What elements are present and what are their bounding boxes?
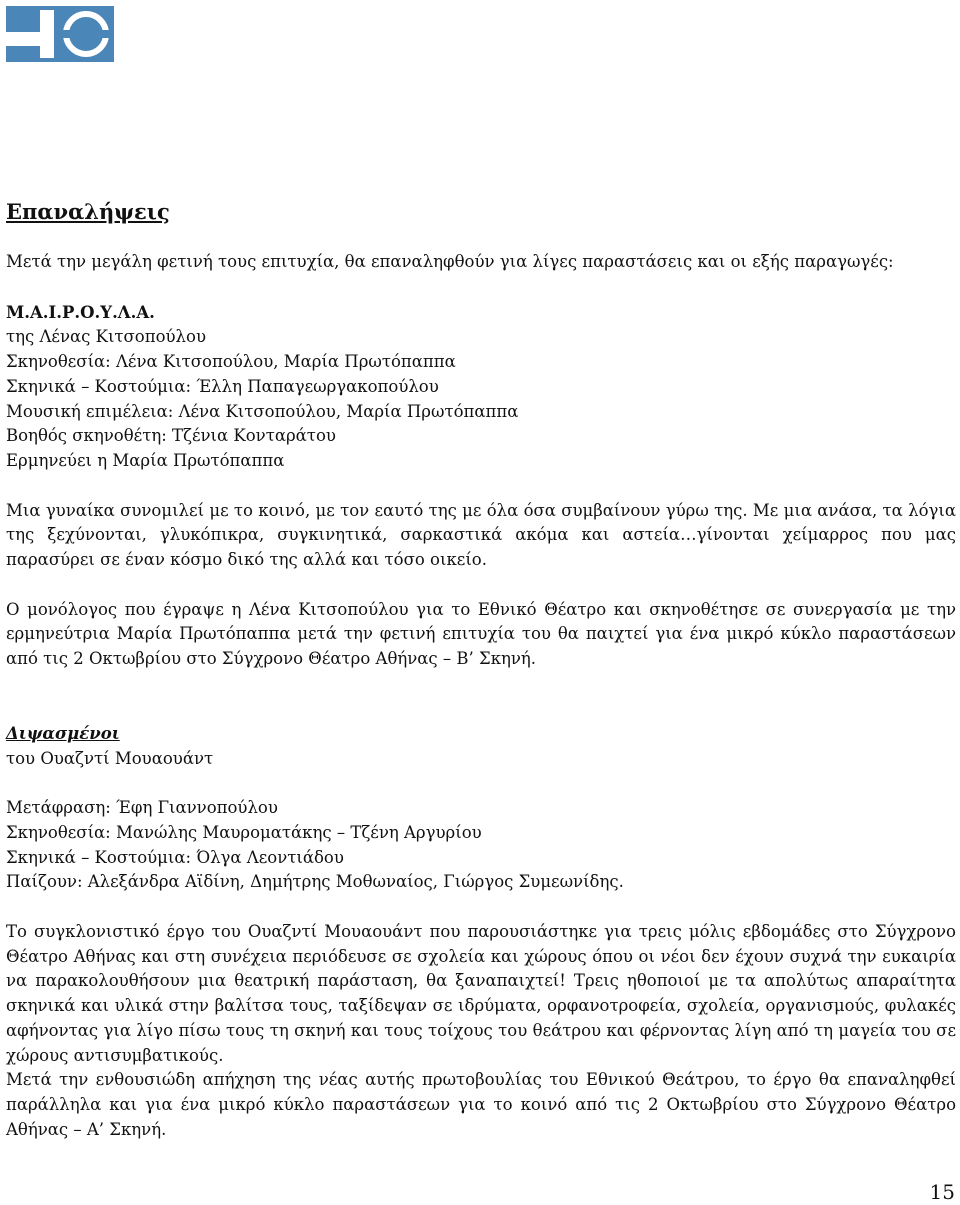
production-title: Διψασμένοι — [6, 723, 120, 743]
credit-line: Παίζουν: Αλεξάνδρα Αϊδίνη, Δημήτρης Μοθωναίος, Γιώργος Συμεωνίδης. — [6, 872, 624, 892]
credit-line: Σκηνικά – Κοστούμια: Όλγα Λεοντιάδου — [6, 847, 344, 867]
description-paragraph: Μετά την ενθουσιώδη απήχηση της νέας αυτής πρωτοβουλίας του Εθνικού Θεάτρου, το έργο θα επαναληφθεί παράλληλα και για ένα μικρό κύκλο παραστάσεων για το κοινό από τις 2 Οκτωβρίου στο Σύγχρονο Θέατρο Αθήνας – Α’ Σκηνή. — [6, 1070, 956, 1139]
credit-line: Σκηνοθεσία: Λένα Κιτσοπούλου, Μαρία Πρωτόπαππα — [6, 352, 456, 372]
production-title: Μ.Α.Ι.Ρ.Ο.Υ.Λ.Α. — [6, 302, 155, 322]
description-paragraph: Το συγκλονιστικό έργο του Ουαζντί Μουαουάντ που παρουσιάστηκε για τρεις μόλις εβδομάδες στο Σύγχρονο Θέατρο Αθήνας και στη συνέχεια περιόδευσε σε σχολεία και χώρους όπου οι νέοι δεν έχουν συχνά την ευκαιρία να παρακολουθήσουν μια θεατρική παράσταση, θα ξαναπαιχτεί! Τρεις ηθοποιοί με τα απολύτως απαραίτητα σκηνικά και υλικά στην βαλίτσα τους, ταξίδεψαν σε ιδρύματα, ορφανοτροφεία, σχολεία, οργανισμούς, φυλακές αφήνοντας για λίγο πίσω τους τη σκηνή και τους τοίχους του θεάτρου και φέρνοντας λίγη από τη μαγεία του σε χώρους αντισυμβατικούς. — [6, 922, 956, 1065]
section-heading-reprises: Επαναλήψεις — [6, 199, 170, 224]
national-theatre-logo-icon — [6, 6, 114, 62]
credit-line: Μουσική επιμέλεια: Λένα Κιτσοπούλου, Μαρία Πρωτόπαππα — [6, 401, 519, 421]
description-paragraph: Μια γυναίκα συνομιλεί με το κοινό, με τον εαυτό της με όλα όσα συμβαίνουν γύρω της. Με μια ανάσα, τα λόγια της ξεχύνονται, γλυκόπικρα, συγκινητικά, σαρκαστικά ακόμα και αστεία…γίνονται χείμαρρος που μας παρασύρει σε έναν κόσμο δικό της αλλά και τόσο οικείο. — [6, 500, 956, 570]
production-mairoula — [6, 301, 956, 672]
author-line: του Ουαζντί Μουαουάντ — [6, 748, 214, 768]
credit-line: Βοηθός σκηνοθέτη: Τζένια Κονταράτου — [6, 426, 336, 446]
page-number: 15 — [929, 1180, 955, 1204]
production-dipsasmenoi — [6, 722, 956, 1143]
credit-line: Ερμηνεύει η Μαρία Πρωτόπαππα — [6, 450, 285, 470]
credit-line: της Λένας Κιτσοπούλου — [6, 327, 206, 347]
credit-line: Σκηνοθεσία: Μανώλης Μαυροματάκης – Τζένη Αργυρίου — [6, 822, 482, 842]
intro-paragraph: Μετά την μεγάλη φετινή τους επιτυχία, θα επαναληφθούν για λίγες παραστάσεις και οι εξής παραγωγές: — [6, 252, 894, 271]
description-paragraph: Ο μονόλογος που έγραψε η Λένα Κιτσοπούλου για το Εθνικό Θέατρο και σκηνοθέτησε σε συνεργασία με την ερμηνεύτρια Μαρία Πρωτόπαππα μετά την φετινή επιτυχία του θα παιχτεί για ένα μικρό κύκλο παραστάσεων από τις 2 Οκτωβρίου στο Σύγχρονο Θέατρο Αθήνας – Β’ Σκηνή. — [6, 599, 956, 669]
credit-line: Μετάφραση: Έφη Γιαννοπούλου — [6, 798, 278, 818]
document-body — [6, 198, 956, 1142]
credit-line: Σκηνικά – Κοστούμια: Έλλη Παπαγεωργακοπούλου — [6, 376, 439, 396]
